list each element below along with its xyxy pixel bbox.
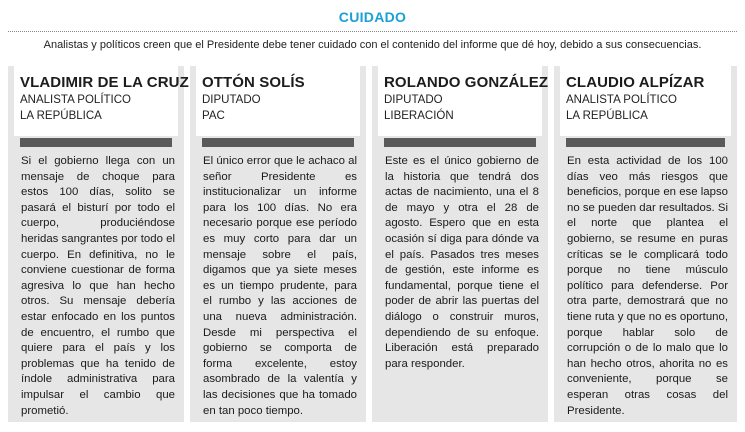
person-role: DIPUTADO [202, 94, 261, 106]
column-header [378, 66, 549, 136]
opinion-text: Si el gobierno llega con un mensaje de choque para estos 100 días, solito se pasará el bisturí por todo el cuerpo, produciéndose heridas sangrantes por todo el cuerpo. En definitiva, no le conviene cuestionar de forma agresiva lo que han hecho otros. Su mensaje debería estar enfocado en los puntos de encuentro, el rumbo que quiere para el país y los problemas que ha tenido de índole administrativa para impulsar el cambio que prometió. [21, 155, 175, 417]
opinion-column-3 [372, 66, 548, 422]
person-affiliation: LA REPÚBLICA [566, 110, 648, 122]
opinion-column-2 [190, 66, 366, 422]
column-header [196, 66, 360, 136]
divider-bar [384, 138, 536, 147]
opinion-column-1 [8, 66, 189, 422]
person-name: OTTÓN SOLÍS [202, 74, 305, 91]
section-subtitle: Analistas y políticos creen que el Presidente debe tener cuidado con el contenido del informe que dé hoy, debido a sus consecuencias. [43, 39, 702, 51]
person-affiliation: PAC [202, 110, 225, 122]
person-role: ANALISTA POLÍTICO [20, 94, 131, 106]
divider-bar [202, 138, 354, 147]
column-header [560, 66, 731, 136]
person-name: CLAUDIO ALPÍZAR [566, 74, 705, 91]
person-name: ROLANDO GONZÁLEZ [384, 74, 549, 91]
person-name: VLADIMIR DE LA CRUZ [20, 74, 189, 91]
opinion-text: Este es el único gobierno de la historia que tendrá dos actas de nacimiento, una el 8 de mayo y otra el 28 de agosto. Espero que en esta ocasión sí diga para dónde va el país. Pasados tres meses de gestión, este informe es fundamental, porque tiene el poder de abrir las puertas del diálogo o construir muros, dependiendo de su enfoque. Liberación está preparado para responder. [385, 155, 539, 370]
person-role: ANALISTA POLÍTICO [566, 94, 677, 106]
divider-bar [20, 138, 172, 147]
person-affiliation: LIBERACIÓN [384, 110, 454, 122]
opinion-text: En esta actividad de los 100 días veo más riesgos que beneficios, porque en ese lapso no se pueden dar resultados. Si el norte que plantea el gobierno, se resume en puras críticas se le complicará todo porque no tiene músculo político para defenderse. Por otra parte, demostrará que no tiene ruta y que no es oportuno, porque hablar solo de corrupción o de lo malo que lo han hecho otros, ahorita no es conveniente, porque se esperan otras cosas del Presidente. [567, 155, 728, 417]
opinion-text: El único error que le achaco al señor Presidente es institucionalizar un informe para los 100 días. No era necesario porque ese período es muy corto para dar un mensaje sobre el país, digamos que ya siete meses es un tiempo prudente, para el rumbo y las acciones de una nueva administración. Desde mi perspectiva el gobierno se comporta de forma excelente, estoy asombrado de la valentía y las decisiones que ha tomado en tan poco tiempo. [203, 155, 357, 417]
divider-bar [566, 138, 725, 147]
column-header [14, 66, 189, 136]
person-role: DIPUTADO [384, 94, 443, 106]
opinion-column-4 [554, 66, 737, 422]
section-title: CUIDADO [338, 9, 407, 25]
dotted-divider [8, 31, 737, 32]
person-affiliation: LA REPÚBLICA [20, 110, 102, 122]
